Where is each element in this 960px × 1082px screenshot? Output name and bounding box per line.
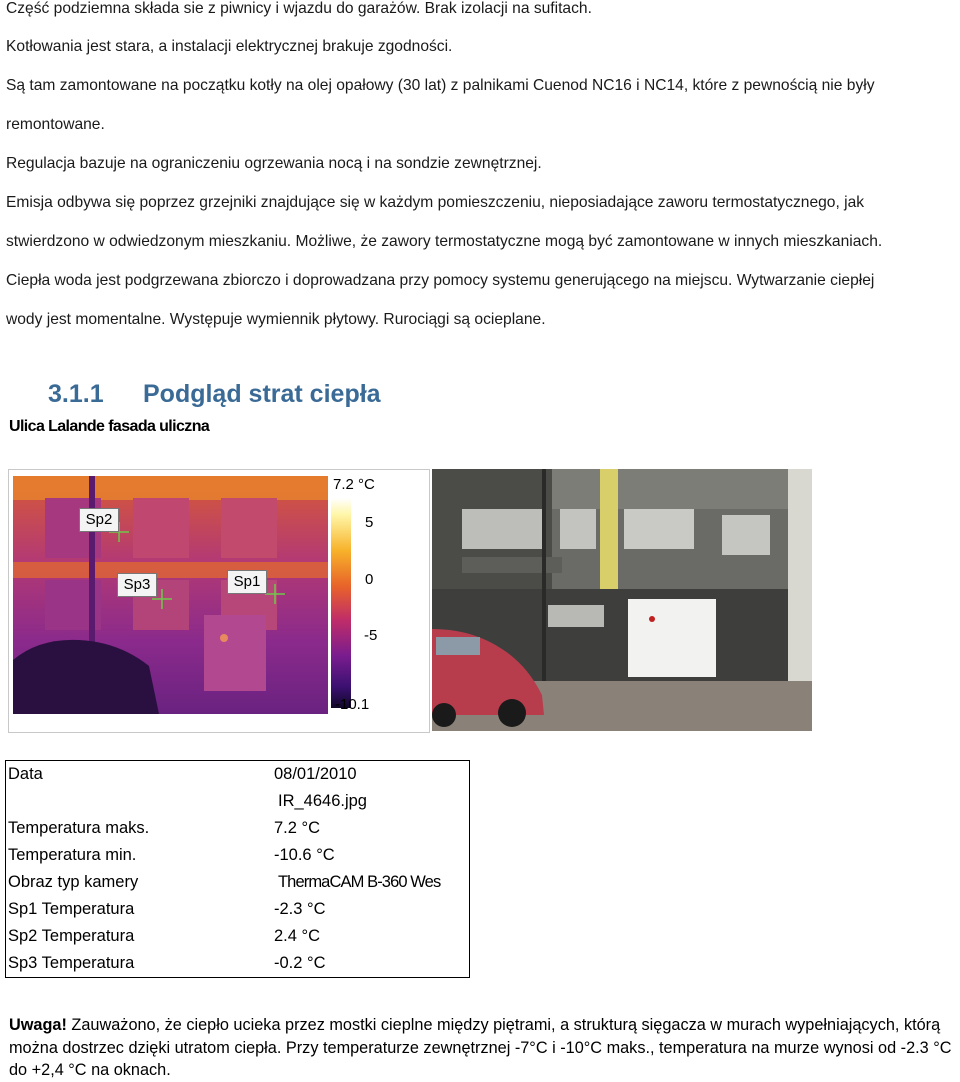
table-row — [6, 869, 470, 896]
paragraph-line: remontowane. — [6, 116, 105, 133]
paragraph-line: Regulacja bazuje na ograniczeniu ogrzewania nocą i na sondzie zewnętrznej. — [6, 155, 542, 172]
row-value: -0.2 °C — [274, 954, 326, 972]
scale-label: 0 — [365, 571, 374, 588]
note-text: Zauważono, że ciepło ucieka przez mostki cieplne między piętrami, a strukturą sięgacza w murach wypełniających, którą można dostrzec dzięki utratom ciepła. Przy temperaturze zewnętrznej -7°C i -10°C maks., temperatura na murze wynosi od -2.3 °C do +2,4 °C na oknach. — [9, 1016, 952, 1079]
paragraph-line: Ciepła woda jest podgrzewana zbiorczo i doprowadzana przy pomocy systemu generującego na miejscu. Wytwarzanie ciepłej — [6, 272, 875, 289]
spot-label: Sp3 — [117, 573, 157, 597]
row-label: Data — [8, 765, 43, 783]
table-row — [6, 896, 470, 923]
table-row — [6, 950, 470, 978]
row-label: Obraz typ kamery — [8, 873, 139, 891]
note-lead: Uwaga! — [9, 1016, 67, 1034]
paragraph-line: Kotłowania jest stara, a instalacji elektrycznej brakuje zgodności. — [6, 38, 453, 55]
thermal-image — [8, 469, 430, 733]
row-value: 2.4 °C — [274, 927, 321, 945]
spot-label: Sp1 — [227, 570, 267, 594]
row-value: 08/01/2010 — [274, 765, 357, 783]
row-label: Temperatura min. — [8, 846, 137, 864]
table-row — [6, 788, 470, 815]
section-title: Podgląd strat ciepła — [143, 380, 381, 408]
paragraph-line: stwierdzono w odwiedzonym mieszkaniu. Możliwe, że zawory termostatyczne mogą być zamontowane w innych mieszkaniach. — [6, 233, 883, 250]
scale-label: -10.1 — [335, 696, 370, 713]
spot-label: Sp2 — [79, 508, 119, 532]
table-row — [6, 842, 470, 869]
section-subheading: Ulica Lalande fasada uliczna — [9, 418, 210, 435]
scale-label: 7.2 °C — [333, 476, 375, 493]
row-value: -2.3 °C — [274, 900, 326, 918]
paragraph-line: Emisja odbywa się poprzez grzejniki znajdujące się w każdym pomieszczeniu, nieposiadające zaworu termostatycznego, jak — [6, 194, 865, 211]
row-label: Sp2 Temperatura — [8, 927, 135, 945]
note-paragraph — [9, 1014, 959, 1082]
paragraph-line: wody jest momentalne. Występuje wymiennik płytowy. Rurociągi są ocieplane. — [6, 311, 546, 328]
thermal-info-table — [5, 760, 470, 978]
section-number: 3.1.1 — [48, 380, 104, 408]
table-row — [6, 815, 470, 842]
row-label: Sp1 Temperatura — [8, 900, 135, 918]
paragraph-line: Część podziemna składa sie z piwnicy i wjazdu do garażów. Brak izolacji na sufitach. — [6, 0, 592, 17]
paragraph-line: Są tam zamontowane na początku kotły na olej opałowy (30 lat) z palnikami Cuenod NC16 i NC14, które z pewnością nie były — [6, 77, 875, 94]
row-value: ThermaCAM B-360 Wes — [278, 873, 441, 891]
row-value: IR_4646.jpg — [278, 792, 367, 810]
row-label — [6, 788, 273, 815]
scale-label: -5 — [364, 627, 378, 644]
row-label: Sp3 Temperatura — [8, 954, 135, 972]
table-row — [6, 923, 470, 950]
facade-photo — [432, 469, 812, 731]
scale-label: 5 — [365, 514, 374, 531]
row-value: 7.2 °C — [274, 819, 321, 837]
row-value: -10.6 °C — [274, 846, 335, 864]
section-heading — [48, 380, 381, 409]
table-row — [6, 761, 470, 789]
row-label: Temperatura maks. — [8, 819, 150, 837]
